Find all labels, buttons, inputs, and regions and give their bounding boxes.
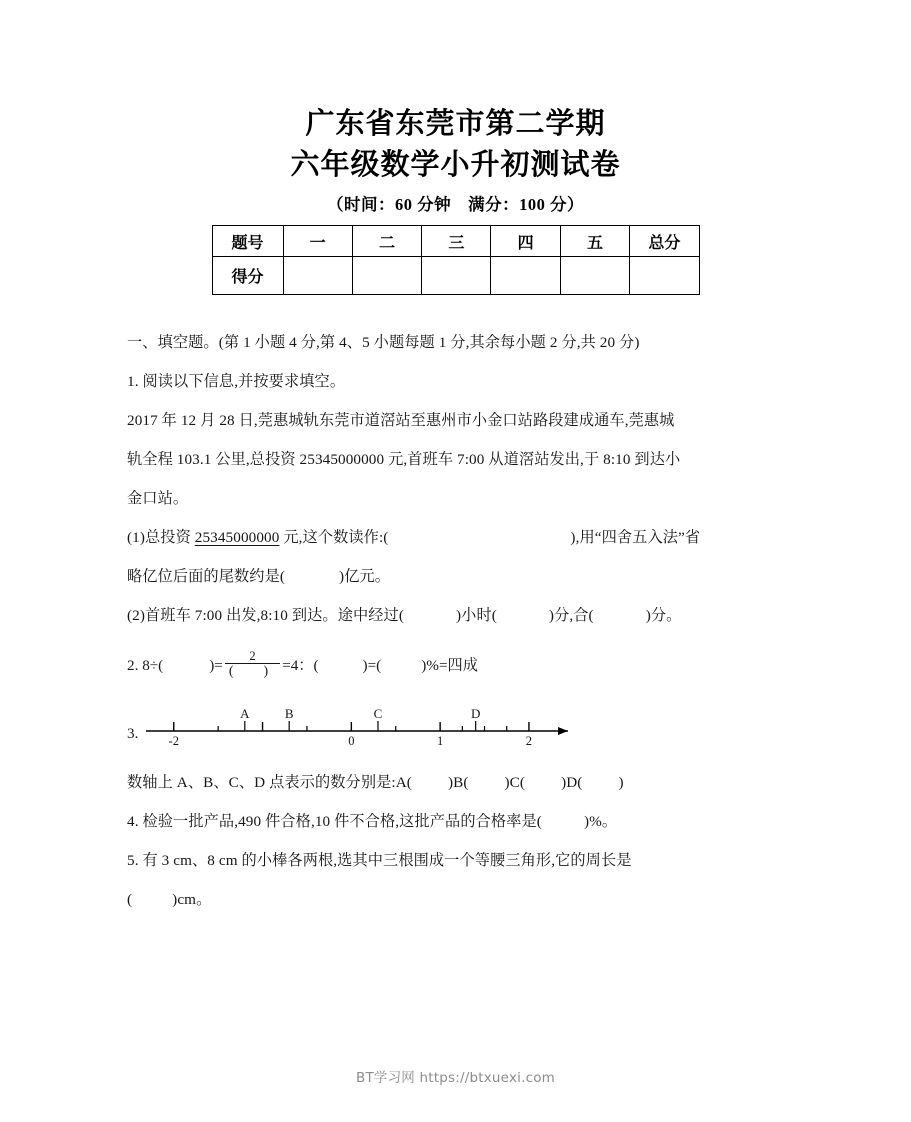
svg-text:B: B <box>285 706 294 721</box>
svg-text:D: D <box>471 706 481 721</box>
score-cell-6[interactable] <box>630 257 699 295</box>
score-table-th-3: 三 <box>422 226 491 257</box>
q1-sub1-text-c: ),用“四舍五入法”省 <box>570 529 701 546</box>
doc-subtitle: （时间：60 分钟 满分：100 分） <box>327 195 584 214</box>
score-table-th-2: 二 <box>352 226 421 257</box>
question-5-line-1: 5. 有 3 cm、8 cm 的小棒各两根,选其中三根围成一个等腰三角形,它的周长是 <box>127 852 632 869</box>
q1-sub1-underlined-number: 25345000000 <box>194 529 280 546</box>
q2-tail-a: )=( <box>362 657 382 674</box>
q3-text-a: 数轴上 A、B、C、D 点表示的数分别是:A( <box>127 774 412 791</box>
question-1-sub-1-line-2 <box>127 557 793 596</box>
q3-text-b: )B( <box>447 774 469 791</box>
q1-sub1-text-b: 元,这个数读作:( <box>279 529 389 546</box>
q5-text-b: )cm。 <box>172 891 212 908</box>
svg-text:-2: -2 <box>168 734 180 748</box>
doc-title-line-2: 六年级数学小升初测试卷 <box>290 149 621 181</box>
q1-sub2-text-d: )分。 <box>645 607 682 624</box>
question-4 <box>127 802 793 841</box>
question-1-passage-line-1: 2017 年 12 月 28 日,莞惠城轨东莞市道滘站至惠州市小金口站路段建成通车,莞惠城 <box>127 412 675 429</box>
score-table <box>212 225 700 295</box>
q4-text: 4. 检验一批产品,490 件合格,10 件不合格,这批产品的合格率是( <box>127 813 542 830</box>
q3-text-d: )D( <box>561 774 583 791</box>
svg-text:A: A <box>240 706 250 721</box>
q2-fraction-denominator[interactable]: ( ) <box>228 664 277 679</box>
question-1-sub-1-line-1 <box>127 518 793 557</box>
score-table-row-label: 得分 <box>212 257 283 295</box>
footer-watermark: BT学习网 https://btxuexi.com <box>355 1070 556 1086</box>
section-heading-fill-in-blanks: 一、填空题。(第 1 小题 4 分,第 4、5 小题每题 1 分,其余每小题 2 分,共 20 分) <box>127 334 640 351</box>
score-cell-3[interactable] <box>422 257 491 295</box>
score-table-wrap <box>0 225 911 295</box>
number-line-diagram <box>144 693 574 749</box>
exam-content <box>0 323 911 919</box>
q2-fraction-numerator: 2 <box>249 649 256 663</box>
svg-text:1: 1 <box>437 734 444 748</box>
q2-after-paren: )= <box>209 657 223 674</box>
score-cell-1[interactable] <box>283 257 352 295</box>
q1-sub2-text-a: (2)首班车 7:00 出发,8:10 到达。途中经过( <box>127 607 405 624</box>
question-2 <box>127 649 793 683</box>
svg-text:C: C <box>374 706 383 721</box>
score-table-th-0: 题号 <box>212 226 283 257</box>
score-cell-5[interactable] <box>560 257 629 295</box>
table-row-header <box>212 226 699 257</box>
score-table-th-5: 五 <box>560 226 629 257</box>
table-row-score <box>212 257 699 295</box>
question-1-passage-line-2: 轨全程 103.1 公里,总投资 25345000000 元,首班车 7:00 从道滘站发出,于 8:10 到达小 <box>127 451 681 468</box>
question-3-number-line-row <box>127 693 793 749</box>
question-3-followup <box>127 763 793 802</box>
q4-text-tail: )%。 <box>583 813 618 830</box>
q2-prefix: 2. 8÷( <box>127 657 164 674</box>
question-1-passage-line-3: 金口站。 <box>127 490 189 507</box>
q2-tail-b: )%=四成 <box>421 657 478 674</box>
q2-mid: =4：( <box>282 657 319 674</box>
question-1-stem: 1. 阅读以下信息,并按要求填空。 <box>127 373 346 390</box>
question-5-line-2 <box>127 880 793 919</box>
q1-sub1-text-a: (1)总投资 <box>127 529 195 546</box>
q1-sub2-text-b: )小时( <box>456 607 497 624</box>
question-1-sub-2 <box>127 596 793 635</box>
score-table-th-1: 一 <box>283 226 352 257</box>
score-table-th-4: 四 <box>491 226 560 257</box>
title-block <box>0 0 911 217</box>
q3-text-c: )C( <box>504 774 526 791</box>
q3-text-e: ) <box>618 774 624 791</box>
doc-title-line-1: 广东省东莞市第二学期 <box>305 108 606 140</box>
score-table-th-6: 总分 <box>630 226 699 257</box>
svg-text:0: 0 <box>348 734 355 748</box>
q1-sub2-text-c: )分,合( <box>548 607 594 624</box>
q1-sub1-line2-text-a: 略亿位后面的尾数约是( <box>127 568 286 585</box>
q5-text-a: ( <box>127 891 133 908</box>
score-cell-4[interactable] <box>491 257 560 295</box>
svg-text:2: 2 <box>526 734 533 748</box>
q1-sub1-line2-text-b: )亿元。 <box>339 568 391 585</box>
score-cell-2[interactable] <box>352 257 421 295</box>
question-3-index: 3. <box>127 725 139 742</box>
q2-fraction <box>225 650 280 680</box>
